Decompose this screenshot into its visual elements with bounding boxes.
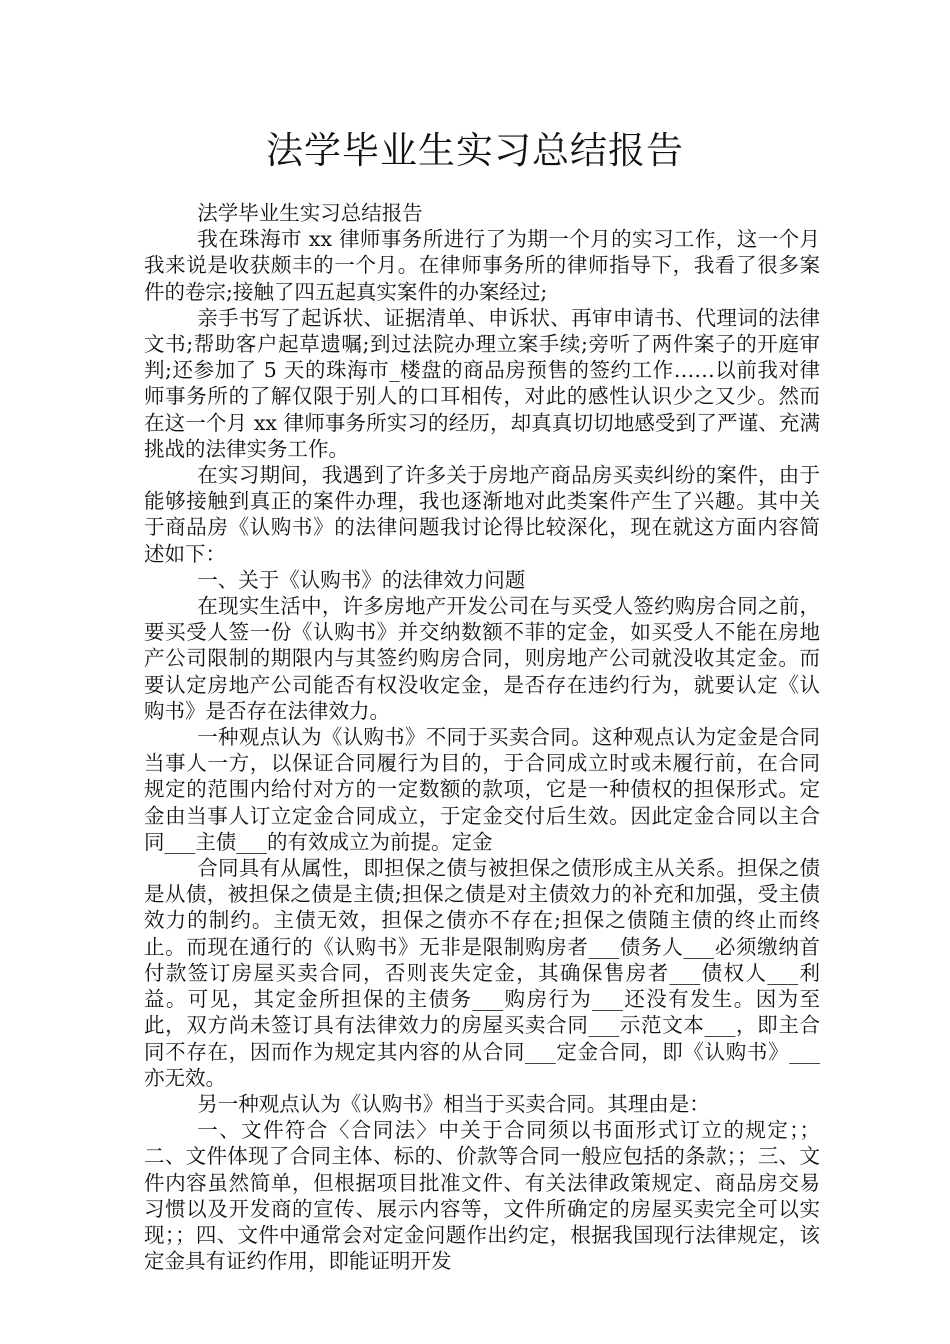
section-heading-1: 一、关于《认购书》的法律效力问题 — [197, 567, 526, 592]
paragraph-subtitle: 法学毕业生实习总结报告 — [197, 201, 423, 225]
paragraph-accessory: 合同具有从属性，即担保之债与被担保之债形成主从关系。担保之债是从债，被担保之债是主债;担保之债是对主债效力的补充和加强，受主债效力的制约。主债无效，担保之债亦不存在;担保之债随主债的终止而终止。而现在通行的《认购书》无非是限制购房者___债务人___必须缴纳首付款签订房屋买卖合同，否则丧失定金，其确保售房者___债权人___利益。可见，其定金所担保的主债务___购房行为___还没有发生。因为至此，双方尚未签订具有法律效力的房屋买卖合同___示范文本___，即主合同不存在，因而作为规定其内容的从合同___定金合同，即《认购书》___亦无效。 — [144, 856, 820, 1090]
paragraph-intro: 我在珠海市 xx 律师事务所进行了为期一个月的实习工作，这一个月我来说是收获颇丰的一个月。在律师事务所的律师指导下，我看了很多案件的卷宗;接触了四五起真实案件的办案经过; — [144, 227, 820, 304]
document-title: 法学毕业生实习总结报告 — [266, 129, 684, 172]
paragraph-reality: 在现实生活中，许多房地产开发公司在与买受人签约购房合同之前，要买受人签一份《认购书》并交纳数额不菲的定金，如买受人不能在房地产公司限制的期限内与其签约购房合同，则房地产公司就没收其定金。而要认定房地产公司能否有权没收定金，是否存在违约行为，就要认定《认购书》是否存在法律效力。 — [144, 594, 820, 723]
paragraph-experience: 亲手书写了起诉状、证据清单、申诉状、再审申请书、代理词的法律文书;帮助客户起草遗嘱;到过法院办理立案手续;旁听了两件案子的开庭审判;还参加了 5 天的珠海市_楼盘的商品房预售的签约工作……以前我对律师事务所的了解仅限于别人的口耳相传，对此的感性认识少之又少。然而在这一个月 xx 律师事务所实习的经历，却真真切切地感受到了严谨、充满挑战的法律实务工作。 — [144, 305, 820, 461]
paragraph-view-one: 一种观点认为《认购书》不同于买卖合同。这种观点认为定金是合同当事人一方，以保证合同履行为目的，于合同成立时或未履行前，在合同规定的范围内给付对方的一定数额的款项，它是一种债权的担保形式。定金由当事人订立定金合同成立，于定金交付后生效。因此定金合同以主合同___主债___的有效成立为前提。定金 — [144, 725, 820, 854]
paragraph-cases: 在实习期间，我遇到了许多关于房地产商品房买卖纠纷的案件，由于能够接触到真正的案件办理，我也逐渐地对此类案件产生了兴趣。其中关于商品房《认购书》的法律问题我讨论得比较深化，现在就这方面内容简述如下： — [144, 463, 820, 566]
document-body — [144, 200, 820, 1274]
paragraph-reasons: 一、文件符合〈合同法〉中关于合同须以书面形式订立的规定；；二、文件体现了合同主体、标的、价款等合同一般应包括的条款；；三、文件内容虽然简单，但根据项目批准文件、有关法律政策规定、商品房交易习惯以及开发商的宣传、展示内容等，文件所确定的房屋买卖完全可以实现；；四、文件中通常会对定金问题作出约定，根据我国现行法律规定，该定金具有证约作用，即能证明开发 — [144, 1118, 820, 1274]
paragraph-view-two: 另一种观点认为《认购书》相当于买卖合同。其理由是： — [197, 1091, 710, 1116]
